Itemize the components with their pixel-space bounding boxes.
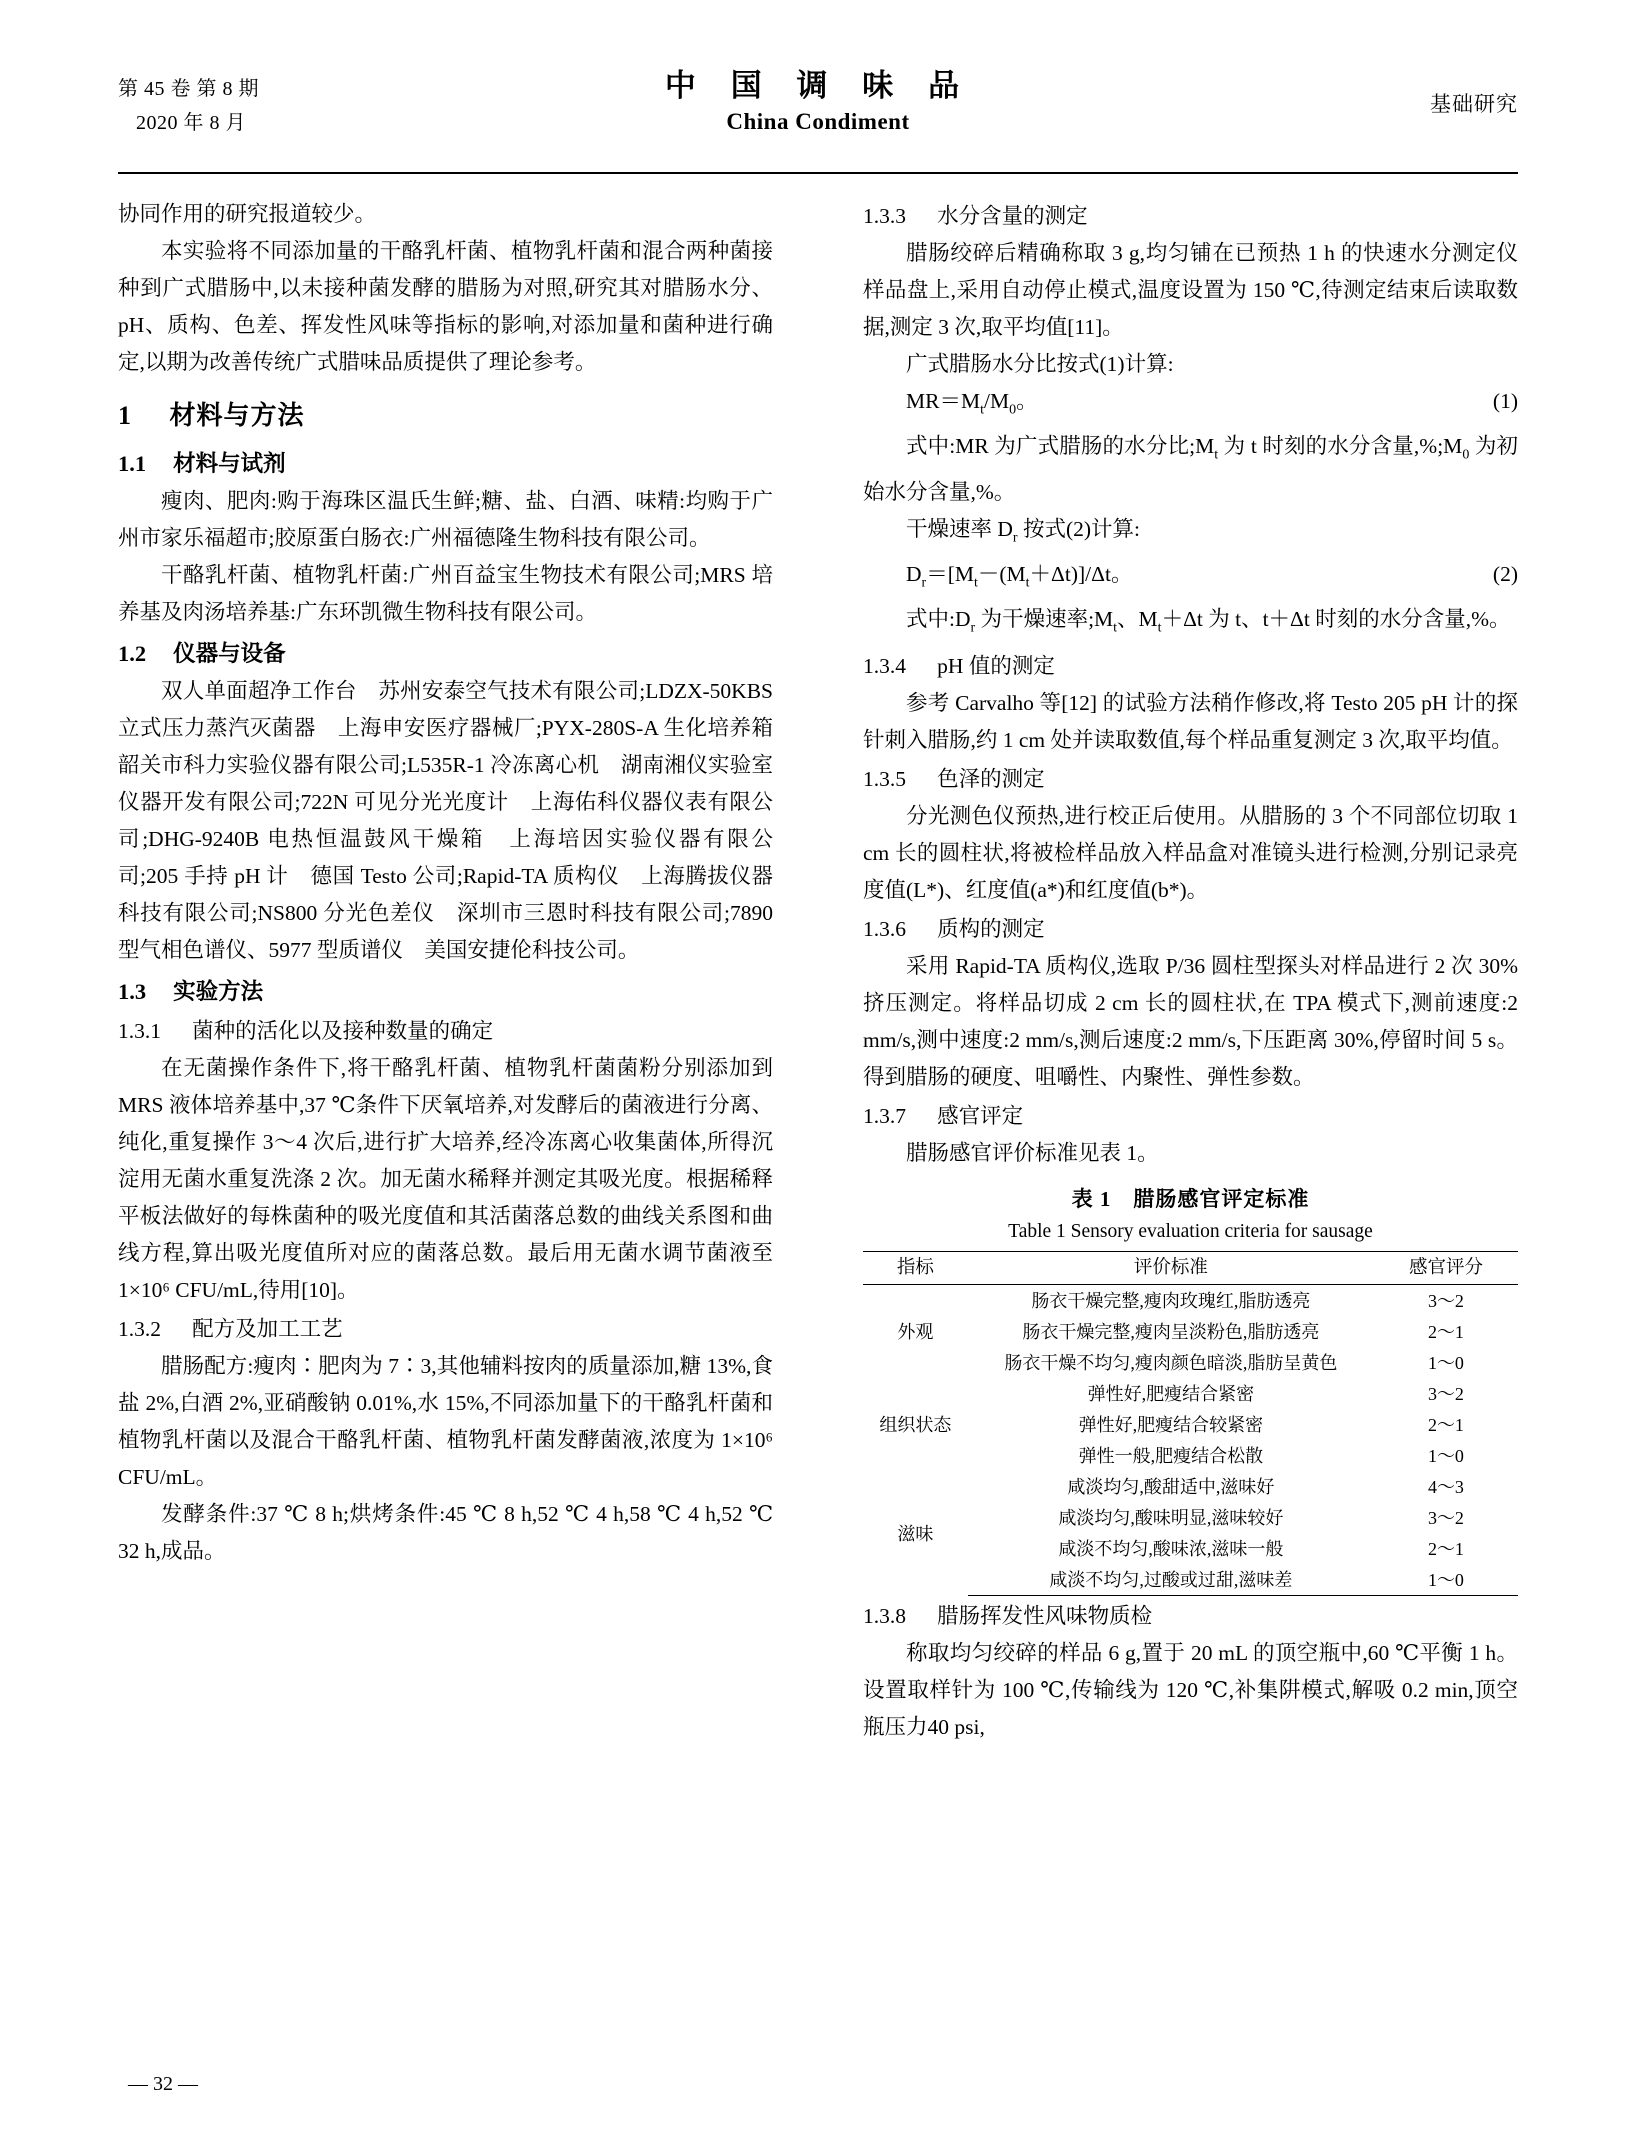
section-1-3-5-number: 1.3.5 <box>863 767 906 792</box>
page-header <box>118 60 1518 150</box>
section-1-3-3-number: 1.3.3 <box>863 204 906 228</box>
equation-2-sub-t2: t <box>1025 575 1030 591</box>
equation-2-body2: －(M <box>977 561 1026 586</box>
section-1-3-5-title: 色泽的测定 <box>937 767 1045 792</box>
s133-p5-d: ＋Δt 为 t、t＋Δt 时刻的水分含量,%。 <box>1161 607 1511 632</box>
section-1-title: 材料与方法 <box>169 401 305 430</box>
table-body <box>863 1285 1518 1596</box>
section-1-3-7-title: 感官评定 <box>937 1104 1024 1129</box>
volume-issue: 第 45 卷 第 8 期 <box>118 78 259 100</box>
section-1-1-number: 1.1 <box>118 451 147 476</box>
equation-1-sub-t: t <box>980 402 984 418</box>
s133-p4-a: 干燥速率 D <box>906 516 1013 541</box>
score-cell: 1～0 <box>1427 1445 1464 1466</box>
criteria-cell: 咸淡不均匀,过酸或过甜,滋味差 <box>968 1564 1374 1596</box>
table-row <box>863 1285 1518 1317</box>
s133-p3-c: 为初始水分含量,%。 <box>863 434 1518 504</box>
section-1-3-6-heading <box>863 911 1518 948</box>
criteria-cell: 咸淡均匀,酸味明显,滋味较好 <box>1058 1507 1284 1528</box>
section-1-3-2-paragraph-2: 发酵条件:37 ℃ 8 h;烘烤条件:45 ℃ 8 h,52 ℃ 4 h,58 ℃ 4 h,52 ℃ 32 h,成品。 <box>118 1502 773 1563</box>
criteria-cell: 弹性好,肥瘦结合较紧密 <box>1078 1414 1264 1435</box>
score-cell: 3～2 <box>1427 1383 1464 1404</box>
equation-1-mid: /M <box>983 389 1010 413</box>
score-cell: 2～1 <box>1427 1538 1464 1559</box>
s133-p3-sub-t: t <box>1214 447 1219 463</box>
score-cell: 1～0 <box>1427 1352 1464 1373</box>
s133-p3-sub-0: 0 <box>1462 447 1470 463</box>
section-1-3-heading <box>118 973 773 1011</box>
section-1-3-8-paragraph: 称取均匀绞碎的样品 6 g,置于 20 mL 的顶空瓶中,60 ℃平衡 1 h。设置取样针为 100 ℃,传输线为 120 ℃,补集阱模式,解吸 0.2 min,顶空瓶压力40 psi, <box>863 1641 1518 1740</box>
header-indicator: 指标 <box>863 1252 968 1285</box>
s133-p5-c: 、M <box>1117 607 1158 632</box>
section-1-3-4-number: 1.3.4 <box>863 654 906 679</box>
left-column <box>118 196 795 1570</box>
table-row <box>863 1471 1518 1502</box>
section-1-3-6-number: 1.3.6 <box>863 917 906 942</box>
s133-p4-b: 按式(2)计算: <box>1017 516 1140 541</box>
section-1-3-8-title: 腊肠挥发性风味物质检 <box>937 1604 1153 1629</box>
paragraph-intro-2: 本实验将不同添加量的干酪乳杆菌、植物乳杆菌和混合两种菌接种到广式腊肠中,以未接种菌发酵的腊肠为对照,研究其对腊肠水分、pH、质构、色差、挥发性风味等指标的影响,对添加量和菌种进行确定,以期为改善传统广式腊味品质提供了理论参考。 <box>118 239 773 374</box>
section-1-2-number: 1.2 <box>118 641 147 666</box>
section-1-3-title: 实验方法 <box>173 979 264 1004</box>
section-1-3-7-heading <box>863 1098 1518 1135</box>
section-1-3-3-title: 水分含量的测定 <box>937 204 1088 228</box>
s133-p5-b: 为干燥速率;M <box>975 607 1114 632</box>
equation-2-body3: ＋Δt)]/Δt。 <box>1029 561 1133 586</box>
section-1-3-number: 1.3 <box>118 979 147 1004</box>
criteria-cell: 弹性好,肥瘦结合紧密 <box>1087 1383 1255 1404</box>
header-score: 感官评分 <box>1374 1252 1518 1285</box>
section-1-3-3-heading <box>863 198 1518 235</box>
section-1-1-paragraph-2: 干酪乳杆菌、植物乳杆菌:广州百益宝生物技术有限公司;MRS 培养基及肉汤培养基:广东环凯微生物科技有限公司。 <box>118 563 773 624</box>
right-column <box>863 196 1518 1746</box>
equation-2-d: D <box>906 561 922 586</box>
score-cell: 3～2 <box>1427 1507 1464 1528</box>
journal-title-block <box>665 60 971 135</box>
s133-p4-sub-r: r <box>1012 529 1018 545</box>
section-1-3-5-heading <box>863 761 1518 798</box>
score-cell: 1～0 <box>1374 1564 1518 1596</box>
header-criteria: 评价标准 <box>968 1252 1374 1285</box>
page-number: — 32 — <box>128 2073 198 2095</box>
section-category: 基础研究 <box>1430 92 1518 116</box>
equation-2-sub-r: r <box>921 575 927 591</box>
equation-2-sub-t1: t <box>973 575 978 591</box>
section-1-3-3-paragraph-1: 腊肠绞碎后精确称取 3 g,均匀铺在已预热 1 h 的快速水分测定仪样品盘上,采用自动停止模式,温度设置为 150 ℃,待测定结束后读取数据,测定 3 次,取平均值[11]。 <box>863 241 1518 339</box>
score-cell: 2～1 <box>1427 1321 1464 1342</box>
journal-title-cn: 中 国 调 味 品 <box>664 68 972 104</box>
section-1-3-3-paragraph-4 <box>863 511 1518 556</box>
criteria-cell: 咸淡均匀,酸甜适中,滋味好 <box>1067 1476 1275 1497</box>
category-texture: 组织状态 <box>879 1414 952 1435</box>
score-cell: 3～2 <box>1427 1290 1464 1311</box>
criteria-cell: 肠衣干燥不均匀,瘦肉颜色暗淡,脂肪呈黄色 <box>1004 1352 1338 1373</box>
s133-p3-b: 为 t 时刻的水分含量,%;M <box>1218 434 1463 459</box>
criteria-cell: 肠衣干燥完整,瘦肉玫瑰红,脂肪透亮 <box>1031 1290 1311 1311</box>
score-cell: 4～3 <box>1427 1476 1464 1497</box>
section-1-3-7-paragraph: 腊肠感官评价标准见表 1。 <box>906 1141 1159 1166</box>
section-1-3-3-paragraph-3 <box>863 428 1518 510</box>
section-1-3-2-paragraph-1: 腊肠配方:瘦肉∶肥肉为 7∶3,其他辅料按肉的质量添加,糖 13%,食盐 2%,白酒 2%,亚硝酸钠 0.01%,水 15%,不同添加量下的干酪乳杆菌和植物乳杆菌以及混合干酪乳杆菌、植物乳杆菌发酵菌液,浓度为 1×10⁶ CFU/mL。 <box>118 1354 773 1489</box>
sensory-evaluation-table <box>863 1251 1518 1596</box>
section-1-3-6-title: 质构的测定 <box>937 917 1045 942</box>
section-1-1-paragraph-1: 瘦肉、肥肉:购于海珠区温氏生鲜;糖、盐、白酒、味精:均购于广州市家乐福超市;胶原蛋白肠衣:广州福德隆生物科技有限公司。 <box>118 489 773 550</box>
s133-p3-a: 式中:MR 为广式腊肠的水分比;M <box>906 434 1215 459</box>
section-1-2-paragraph-1: 双人单面超净工作台 苏州安泰空气技术有限公司;LDZX-50KBS 立式压力蒸汽灭菌器 上海申安医疗器械厂;PYX-280S-A 生化培养箱 韶关市科力实验仪器有限公司;L535R-1 冷冻离心机 湖南湘仪实验室仪器开发有限公司;722N 可见分光光度计 上海佑科仪器仪表有限公司;DHG-9240B 电热恒温鼓风干燥箱 上海培因实验仪器有限公司;205 手持 pH 计 德国 Testo 公司;Rapid-TA 质构仪 上海腾拔仪器科技有限公司;NS800 分光色差仪 深圳市三恩时科技有限公司;7890 型气相色谱仪、5977 型质谱仪 美国安捷伦科技公司。 <box>118 679 795 962</box>
section-1-2-title: 仪器与设备 <box>173 641 286 666</box>
s133-p5-sub-r: r <box>970 620 976 636</box>
s133-p5-a: 式中:D <box>906 607 971 632</box>
equation-1-end: 。 <box>1016 389 1038 413</box>
score-cell: 2～1 <box>1427 1414 1464 1435</box>
section-1-3-2-title: 配方及加工工艺 <box>192 1317 343 1341</box>
section-1-3-1-title: 菌种的活化以及接种数量的确定 <box>192 1019 494 1043</box>
section-1-3-6-paragraph: 采用 Rapid-TA 质构仪,选取 P/36 圆柱型探头对样品进行 2 次 30%挤压测定。将样品切成 2 cm 长的圆柱状,在 TPA 模式下,测前速度:2 mm/s,测中速度:2 mm/s,测后速度:2 mm/s,下压距离 30%,停留时间 5 s。得到腊肠的硬度、咀嚼性、内聚性、弹性参数。 <box>863 954 1518 1090</box>
criteria-cell: 弹性一般,肥瘦结合松散 <box>1078 1445 1264 1466</box>
table-row <box>863 1378 1518 1409</box>
section-1-1-heading <box>118 445 773 483</box>
category-taste: 滋味 <box>897 1523 934 1544</box>
section-1-3-8-number: 1.3.8 <box>863 1604 906 1629</box>
section-1-3-1-heading <box>118 1013 773 1050</box>
section-1-3-7-number: 1.3.7 <box>863 1104 906 1129</box>
equation-1-body: MR＝M <box>906 389 981 413</box>
category-appearance: 外观 <box>897 1321 934 1342</box>
table-1-caption-en: Table 1 Sensory evaluation criteria for sausage <box>1008 1221 1373 1243</box>
section-1-3-4-paragraph: 参考 Carvalho 等[12] 的试验方法稍作修改,将 Testo 205 pH 计的探针刺入腊肠,约 1 cm 处并读取数值,每个样品重复测定 3 次,取平均值。 <box>863 691 1518 753</box>
section-1-3-2-heading <box>118 1311 773 1348</box>
section-1-3-2-number: 1.3.2 <box>118 1317 161 1341</box>
table-header-row <box>863 1252 1518 1285</box>
paragraph-intro-1: 协同作用的研究报道较少。 <box>118 202 377 226</box>
section-1-3-3-paragraph-2: 广式腊肠水分比按式(1)计算: <box>906 352 1174 376</box>
criteria-cell: 咸淡不均匀,酸味浓,滋味一般 <box>1058 1538 1284 1559</box>
section-1-3-8-heading <box>863 1598 1518 1635</box>
section-1-3-4-title: pH 值的测定 <box>937 654 1055 679</box>
publication-date: 2020 年 8 月 <box>136 112 246 134</box>
section-1-3-1-number: 1.3.1 <box>118 1019 161 1043</box>
section-1-heading <box>118 395 773 437</box>
section-1-number: 1 <box>118 401 132 430</box>
section-1-3-1-paragraph: 在无菌操作条件下,将干酪乳杆菌、植物乳杆菌菌粉分别添加到 MRS 液体培养基中,37 ℃条件下厌氧培养,对发酵后的菌液进行分离、纯化,重复操作 3～4 次后,进行扩大培养,经冷冻离心收集菌体,所得沉淀用无菌水重复洗涤 2 次。加无菌水稀释并测定其吸光度。根据稀释平板法做好的每株菌种的吸光度值和其活菌落总数的曲线关系图和曲线方程,算出吸光度值所对应的菌落总数。最后用无菌水调节菌液至 1×10⁶ CFU/mL,待用[10]。 <box>118 1056 773 1302</box>
section-1-2-heading <box>118 635 773 673</box>
table-1-caption-cn: 表 1 腊肠感官评定标准 <box>1071 1187 1310 1212</box>
equation-2-number: (2) <box>1492 561 1518 586</box>
equation-2-body: ＝[M <box>926 561 974 586</box>
section-1-3-3-paragraph-5 <box>863 601 1518 646</box>
equation-1-sub-0: 0 <box>1009 402 1017 418</box>
s133-p5-sub-t1: t <box>1113 620 1118 636</box>
header-divider <box>118 172 1518 174</box>
journal-title-en: China Condiment <box>726 109 910 134</box>
page-footer <box>118 2073 1518 2096</box>
section-1-3-4-heading <box>863 648 1518 685</box>
equation-2 <box>863 556 1518 601</box>
s133-p5-sub-t2: t <box>1157 620 1162 636</box>
equation-1-number: (1) <box>1492 389 1518 413</box>
section-1-1-title: 材料与试剂 <box>173 451 286 476</box>
section-1-3-5-paragraph: 分光测色仪预热,进行校正后使用。从腊肠的 3 个不同部位切取 1 cm 长的圆柱状,将被检样品放入样品盒对准镜头进行检测,分别记录亮度值(L*)、红度值(a*)和红度值(b*)。 <box>863 804 1518 903</box>
criteria-cell: 肠衣干燥完整,瘦肉呈淡粉色,脂肪透亮 <box>1022 1321 1320 1342</box>
header-volume-block <box>118 72 259 140</box>
equation-1 <box>863 383 1518 428</box>
